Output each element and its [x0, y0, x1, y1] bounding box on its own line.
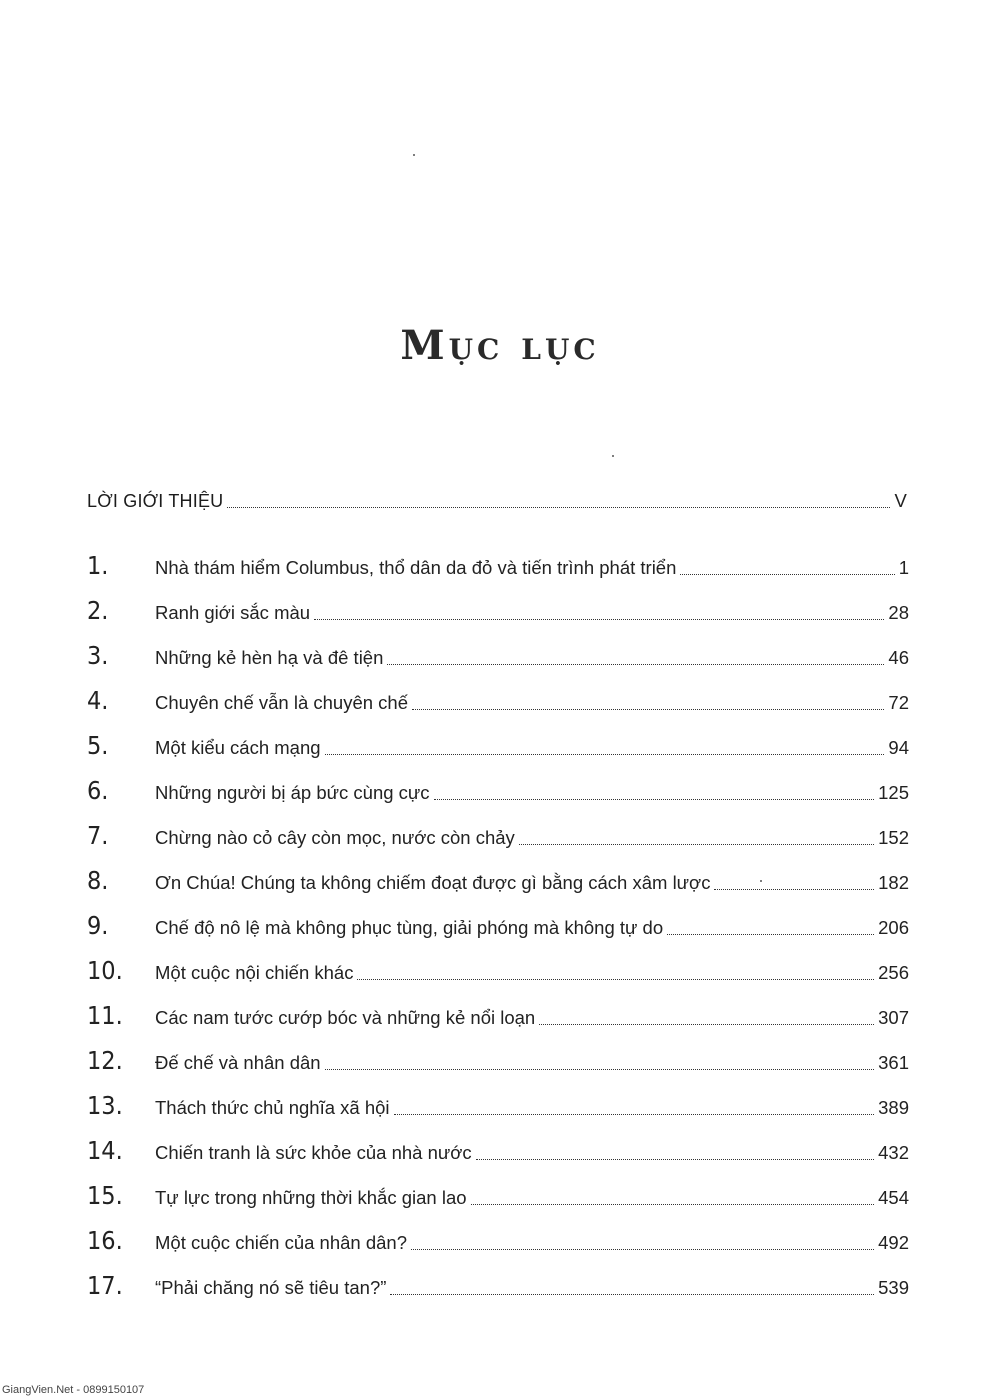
toc-entry-17[interactable] [87, 1256, 909, 1301]
toc-list [87, 536, 909, 1301]
chapter-number: 11. [87, 1001, 123, 1030]
dot-leader [714, 889, 874, 890]
chapter-number: 5. [87, 731, 109, 760]
chapter-number: 2. [87, 596, 109, 625]
toc-entry-15[interactable] [87, 1166, 909, 1211]
chapter-page-number: 256 [878, 962, 909, 983]
chapter-page-number: 46 [888, 647, 909, 668]
chapter-title: Đế chế và nhân dân [155, 1052, 321, 1073]
chapter-page-number: 182 [878, 872, 909, 893]
dot-leader [394, 1114, 875, 1115]
chapter-number: 10. [87, 956, 123, 985]
dot-leader [476, 1159, 874, 1160]
chapter-title: Những người bị áp bức cùng cực [155, 782, 430, 803]
chapter-page-number: 432 [878, 1142, 909, 1163]
chapter-page-number: 206 [878, 917, 909, 938]
toc-entry-2[interactable] [87, 581, 909, 626]
chapter-number: 15. [87, 1181, 123, 1210]
chapter-page-number: 492 [878, 1232, 909, 1253]
chapter-title: “Phải chăng nó sẽ tiêu tan?” [155, 1277, 387, 1298]
toc-entry-9[interactable] [87, 896, 909, 941]
dot-leader [412, 709, 884, 710]
chapter-title: Các nam tước cướp bóc và những kẻ nổi loạn [155, 1007, 536, 1028]
toc-entry-16[interactable] [87, 1211, 909, 1256]
toc-entry-12[interactable] [87, 1031, 909, 1076]
chapter-title: Tự lực trong những thời khắc gian lao [155, 1187, 467, 1208]
dot-leader [667, 934, 874, 935]
dot-leader [227, 507, 890, 508]
chapter-page-number: 389 [878, 1097, 909, 1118]
chapter-page-number: 125 [878, 782, 909, 803]
chapter-title: Thách thức chủ nghĩa xã hội [155, 1097, 390, 1118]
toc-entry-6[interactable] [87, 761, 909, 806]
chapter-page-number: 28 [888, 602, 909, 623]
chapter-page-number: 307 [878, 1007, 909, 1028]
toc-entry-7[interactable] [87, 806, 909, 851]
scan-speck [413, 154, 415, 156]
chapter-title: Chế độ nô lệ mà không phục tùng, giải phóng mà không tự do [155, 917, 664, 938]
chapter-page-number: 72 [888, 692, 909, 713]
intro-label: LỜI GIỚI THIỆU [87, 491, 224, 511]
toc-entry-10[interactable] [87, 941, 909, 986]
chapter-number: 9. [87, 911, 109, 940]
chapter-number: 16. [87, 1226, 123, 1255]
chapter-page-number: 94 [888, 737, 909, 758]
chapter-number: 8. [87, 866, 109, 895]
chapter-page-number: 539 [878, 1277, 909, 1298]
chapter-page-number: 152 [878, 827, 909, 848]
scan-speck [612, 455, 614, 457]
footer-watermark: GiangVien.Net - 0899150107 [2, 1384, 145, 1396]
toc-entry-8[interactable] [87, 851, 909, 896]
dot-leader [390, 1294, 874, 1295]
toc-entry-1[interactable] [87, 536, 909, 581]
chapter-number: 4. [87, 686, 109, 715]
chapter-number: 17. [87, 1271, 123, 1300]
toc-entry-13[interactable] [87, 1076, 909, 1121]
chapter-title: Ranh giới sắc màu [155, 602, 311, 623]
chapter-number: 14. [87, 1136, 123, 1165]
page-title: Mục lục [400, 322, 600, 369]
toc-entry-4[interactable] [87, 671, 909, 716]
chapter-title: Một kiểu cách mạng [155, 737, 321, 758]
chapter-title: Chiến tranh là sức khỏe của nhà nước [155, 1142, 472, 1163]
chapter-number: 12. [87, 1046, 123, 1075]
dot-leader [519, 844, 874, 845]
dot-leader [325, 1069, 875, 1070]
dot-leader [680, 574, 894, 575]
chapter-title: Nhà thám hiểm Columbus, thổ dân da đỏ và tiến trình phát triển [155, 557, 677, 578]
dot-leader [539, 1024, 874, 1025]
chapter-number: 13. [87, 1091, 123, 1120]
chapter-page-number: 454 [878, 1187, 909, 1208]
chapter-number: 1. [87, 551, 109, 580]
chapter-number: 6. [87, 776, 109, 805]
dot-leader [387, 664, 884, 665]
chapter-title: Ơn Chúa! Chúng ta không chiếm đoạt được gì bằng cách xâm lược [155, 872, 711, 893]
chapter-page-number: 361 [878, 1052, 909, 1073]
dot-leader [357, 979, 874, 980]
chapter-title: Chừng nào cỏ cây còn mọc, nước còn chảy [155, 827, 515, 848]
chapter-title: Những kẻ hèn hạ và đê tiện [155, 647, 384, 668]
dot-leader [434, 799, 875, 800]
chapter-title: Một cuộc nội chiến khác [155, 962, 354, 983]
toc-entry-5[interactable] [87, 716, 909, 761]
toc-intro-row[interactable] [87, 484, 907, 514]
chapter-title: Chuyên chế vẫn là chuyên chế [155, 692, 409, 713]
dot-leader [471, 1204, 875, 1205]
chapter-page-number: 1 [898, 557, 909, 578]
toc-entry-14[interactable] [87, 1121, 909, 1166]
dot-leader [325, 754, 885, 755]
intro-page-number: V [894, 490, 907, 511]
toc-entry-11[interactable] [87, 986, 909, 1031]
chapter-number: 3. [87, 641, 109, 670]
dot-leader [314, 619, 884, 620]
dot-leader [411, 1249, 874, 1250]
chapter-title: Một cuộc chiến của nhân dân? [155, 1232, 407, 1253]
chapter-number: 7. [87, 821, 109, 850]
toc-entry-3[interactable] [87, 626, 909, 671]
